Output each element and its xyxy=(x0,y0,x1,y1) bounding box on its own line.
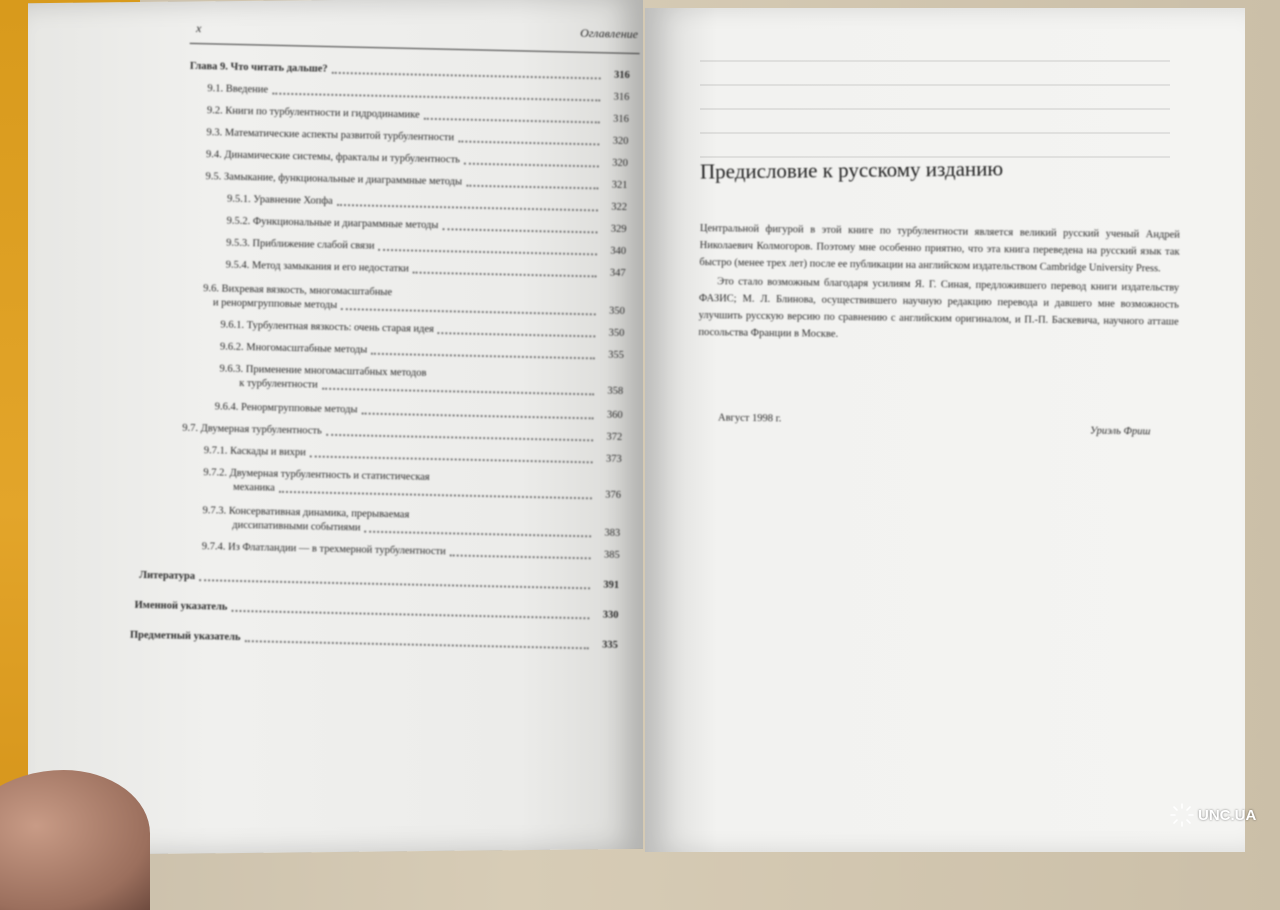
watermark xyxy=(1170,800,1270,830)
preface-paragraph-2: Это стало возможным благодаря усилиям Я. Г. Синая, предложившего перевод книги издательству ФАЗИС; М. Л. Блинова, осуществившего научную редакцию перевода и давшего мне возможность улучшить русскую версию по сравнению с английским оригиналом, и П.-П. Баскевича, научного атташе посольства Франции в Москве. xyxy=(698,276,1180,340)
toc-entry xyxy=(204,445,622,466)
toc-entry-title: 9.2. Книги по турбулентности и гидродинамике xyxy=(206,105,420,121)
toc-entry xyxy=(227,216,627,236)
toc-entry-page: 340 xyxy=(610,245,627,258)
toc-entry-title: к турбулентности xyxy=(239,377,318,391)
toc-entry-page: 373 xyxy=(605,453,622,465)
toc-entry-page: 350 xyxy=(608,305,625,317)
toc-entry xyxy=(207,83,629,104)
toc-entry xyxy=(226,238,626,258)
toc-entry-title: 9.3. Математические аспекты развитой турбулентности xyxy=(206,127,455,144)
toc-entry-title: 9.7.1. Каскады и вихри xyxy=(203,445,306,459)
toc-entry-title: Именной указатель xyxy=(134,599,228,613)
toc-entry-page: 376 xyxy=(605,489,622,501)
toc-entry-page: 391 xyxy=(603,579,620,591)
toc-entry xyxy=(226,260,626,280)
page-number: x xyxy=(195,21,202,36)
toc-leader-dots xyxy=(466,185,598,190)
toc-leader-dots xyxy=(310,455,593,463)
toc-leader-dots xyxy=(378,249,597,256)
toc-entry-page: 385 xyxy=(603,549,620,561)
toc-entry-title: 9.7.2. Двумерная турбулентность и статистическая xyxy=(203,467,430,483)
toc-entry-title: Предметный указатель xyxy=(129,629,241,644)
toc-entry-page: 347 xyxy=(609,267,626,280)
toc-entry-page: 320 xyxy=(612,135,629,148)
toc-entry-title: Глава 9. Что читать дальше? xyxy=(189,60,328,75)
toc-entry-page: 383 xyxy=(604,527,621,539)
toc-leader-dots xyxy=(450,554,591,559)
toc-entry-page: 320 xyxy=(612,157,629,170)
toc-entry-title: 9.6.4. Ренормгрупповые методы xyxy=(214,401,358,416)
toc-leader-dots xyxy=(438,332,596,337)
toc-leader-dots xyxy=(442,228,597,233)
toc-leader-dots xyxy=(361,413,593,420)
sun-icon xyxy=(1170,803,1194,827)
toc-entry xyxy=(207,105,629,126)
toc-entry-title: 9.4. Динамические системы, фракталы и турбулентность xyxy=(205,149,461,166)
toc-entry-title: и ренормгрупповые методы xyxy=(212,297,338,311)
toc-leader-dots xyxy=(424,118,600,124)
toc-entry-title: 9.1. Введение xyxy=(207,83,269,96)
toc-leader-dots xyxy=(231,610,589,619)
toc-entry-page: 316 xyxy=(613,69,630,82)
toc-entry-title: механика xyxy=(232,481,275,494)
preface-date: Август 1998 г. xyxy=(717,412,782,425)
preface-signature: Уриэль Фриш xyxy=(1089,425,1151,438)
toc-entry-title: диссипативными событиями xyxy=(232,519,361,534)
toc-entry xyxy=(206,127,628,148)
toc-entry-page: 372 xyxy=(606,431,623,443)
toc-leader-dots xyxy=(364,531,591,538)
toc-entry xyxy=(227,194,627,214)
toc-entry-page: 358 xyxy=(607,385,624,397)
toc-entry-title: 9.6.2. Многомасштабные методы xyxy=(219,341,368,356)
toc-leader-dots xyxy=(337,204,598,211)
toc-entry-title: 9.7. Двумерная турбулентность xyxy=(182,422,322,437)
preface-title: Предисловие к русскому изданию xyxy=(699,156,1004,184)
toc-entry-title: 9.5.2. Функциональные и диаграммные методы xyxy=(226,215,439,232)
toc-entry-title: 9.5.3. Приближение слабой связи xyxy=(226,237,375,252)
preface-paragraph-1: Центральной фигурой в этой книге по турбулентности является великий русский ученый Андрей Николаевич Колмогоров. Поэтому мне особенно приятно, что эта книга переведена на русский язык так быстро (менее трех лет) после ее публикации на английском издательством Cambridge University Press. xyxy=(699,222,1180,275)
toc-entry-page: 316 xyxy=(613,91,630,104)
toc-leader-dots xyxy=(322,388,594,396)
toc-leader-dots xyxy=(341,308,596,315)
toc-leader-dots xyxy=(413,272,597,278)
toc-entry-page: 335 xyxy=(601,639,618,651)
toc-entry xyxy=(139,570,619,592)
toc-entry-title: 9.5.4. Метод замыкания и его недостатки xyxy=(225,259,409,275)
toc-entry xyxy=(130,630,618,652)
toc-entry xyxy=(206,149,628,170)
toc-entry xyxy=(182,423,622,444)
watermark-text: UNC.UA xyxy=(1198,806,1257,824)
toc-leader-dots xyxy=(464,163,599,168)
toc-leader-dots xyxy=(244,640,588,649)
toc-leader-dots xyxy=(326,434,593,442)
toc-entry-page: 355 xyxy=(608,349,625,361)
toc-leader-dots xyxy=(199,579,590,589)
toc-entry-page: 316 xyxy=(612,113,629,126)
toc-leader-dots xyxy=(279,491,592,500)
toc-entry-page: 322 xyxy=(611,201,628,214)
toc-entry-page: 321 xyxy=(611,179,628,192)
toc-leader-dots xyxy=(331,72,600,80)
toc-entry-title: 9.6. Вихревая вязкость, многомасштабные xyxy=(203,283,393,299)
toc-entry-title: Литература xyxy=(139,569,196,583)
toc-entry-title: 9.5.1. Уравнение Хопфа xyxy=(226,193,333,207)
toc-leader-dots xyxy=(458,140,599,145)
toc-entry xyxy=(220,320,624,340)
toc-entry-title: 9.7.3. Консервативная динамика, прерываемая xyxy=(202,505,410,521)
table-of-contents xyxy=(129,60,630,710)
toc-leader-dots xyxy=(272,93,600,102)
toc-entry-title: 9.6.3. Применение многомасштабных методов xyxy=(219,363,427,379)
toc-leader-dots xyxy=(371,353,595,360)
preface-body xyxy=(698,220,1180,350)
toc-entry-title: 9.7.4. Из Флатландии — в трехмерной турбулентности xyxy=(201,541,446,558)
toc-entry-title: 9.6.1. Турбулентная вязкость: очень старая идея xyxy=(220,319,435,336)
toc-entry xyxy=(202,541,620,562)
toc-entry xyxy=(134,600,618,622)
toc-entry-page: 350 xyxy=(608,327,625,339)
toc-entry-page: 330 xyxy=(602,609,619,621)
toc-entry xyxy=(220,342,624,362)
toc-entry-page: 360 xyxy=(606,409,623,421)
thumb xyxy=(0,770,150,910)
toc-entry-title: 9.5. Замыкание, функциональные и диаграммные методы xyxy=(205,171,463,188)
running-head-title: Оглавление xyxy=(579,25,639,42)
toc-entry-page: 329 xyxy=(610,223,627,236)
toc-entry xyxy=(205,171,627,192)
toc-entry xyxy=(215,401,623,422)
